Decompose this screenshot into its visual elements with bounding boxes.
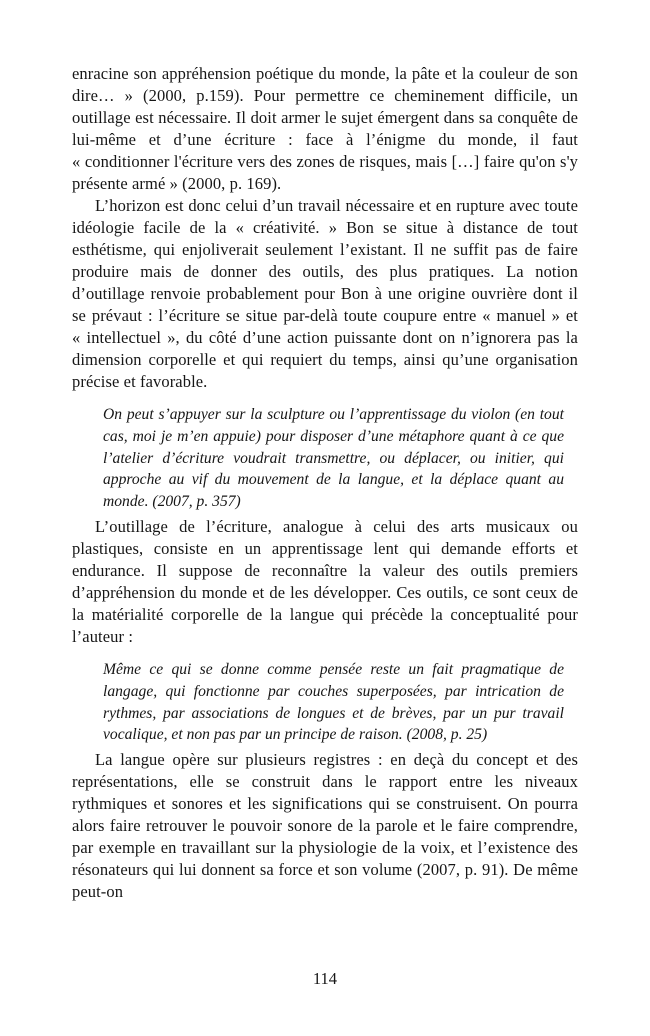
paragraph-outillage: L’outillage de l’écriture, analogue à celui des arts musicaux ou plastiques, consiste en un apprentissage lent qui demande efforts et endurance. Il suppose de reconnaître la valeur des outils premiers d’appréhension du monde et de les développer. Ces outils, ce sont ceux de la matérialité corporelle de la langue qui précède la conceptualité pour l’auteur : [72, 516, 578, 646]
page-text-block [72, 63, 578, 903]
paragraph-horizon: L’horizon est donc celui d’un travail nécessaire et en rupture avec toute idéologie facile de la « créativité. » Bon se situe à distance de tout esthétisme, qui enjoliverait seulement l’existant. Il ne suffit pas de faire produire mais de donner des outils, des plus pratiques. La notion d’outillage renvoie probablement pour Bon à une origine ouvrière dont il se prévaut : l’écriture se situe par-delà toute coupure entre « manuel » et « intellectuel », du côté d’une action puissante dont on n’ignorera pas la dimension corporelle et qui requiert du temps, ainsi qu’une organisation précise et favorable. [72, 196, 578, 391]
block-quote-sculpture-violon: On peut s’appuyer sur la sculpture ou l’apprentissage du violon (en tout cas, moi je m’en appuie) pour disposer d’une métaphore quant à ce que l’atelier d’écriture voudrait transmettre, ou déplacer, ou initier, qui approche au vif du mouvement de la langue, et la déplace quant au monde. (2007, p. 357) [103, 406, 564, 511]
paragraph-continuation: enracine son appréhension poétique du monde, la pâte et la couleur de son dire… » (2000, p.159). Pour permettre ce cheminement difficile, un outillage est nécessaire. Il doit armer le sujet émergent dans sa conquête de lui-même et d’une écriture : face à l’énigme du monde, il faut « conditionner l'écriture vers des zones de risques, mais […] faire qu'on s'y présente armé » (2000, p. 169). [72, 64, 578, 193]
page-footer [0, 969, 650, 989]
paragraph-langue-registres: La langue opère sur plusieurs registres : en deçà du concept et des représentations, elle se construit dans le rapport entre les niveaux rythmiques et sonores et les significations qui se construisent. On pourra alors faire retrouver le pouvoir sonore de la parole et le faire comprendre, par exemple en travaillant sur la physiologie de la voix, et l’existence des résonateurs qui lui donnent sa force et son volume (2007, p. 91). De même peut-on [72, 750, 578, 902]
block-quote-pensee-pragmatique: Même ce qui se donne comme pensée reste un fait pragmatique de langage, qui fonctionne par couches superposées, par intrication de rythmes, par associations de longues et de brèves, par un pur travail vocalique, et non pas par un principe de raison. (2008, p. 25) [103, 660, 564, 744]
page-number: 114 [312, 969, 338, 988]
